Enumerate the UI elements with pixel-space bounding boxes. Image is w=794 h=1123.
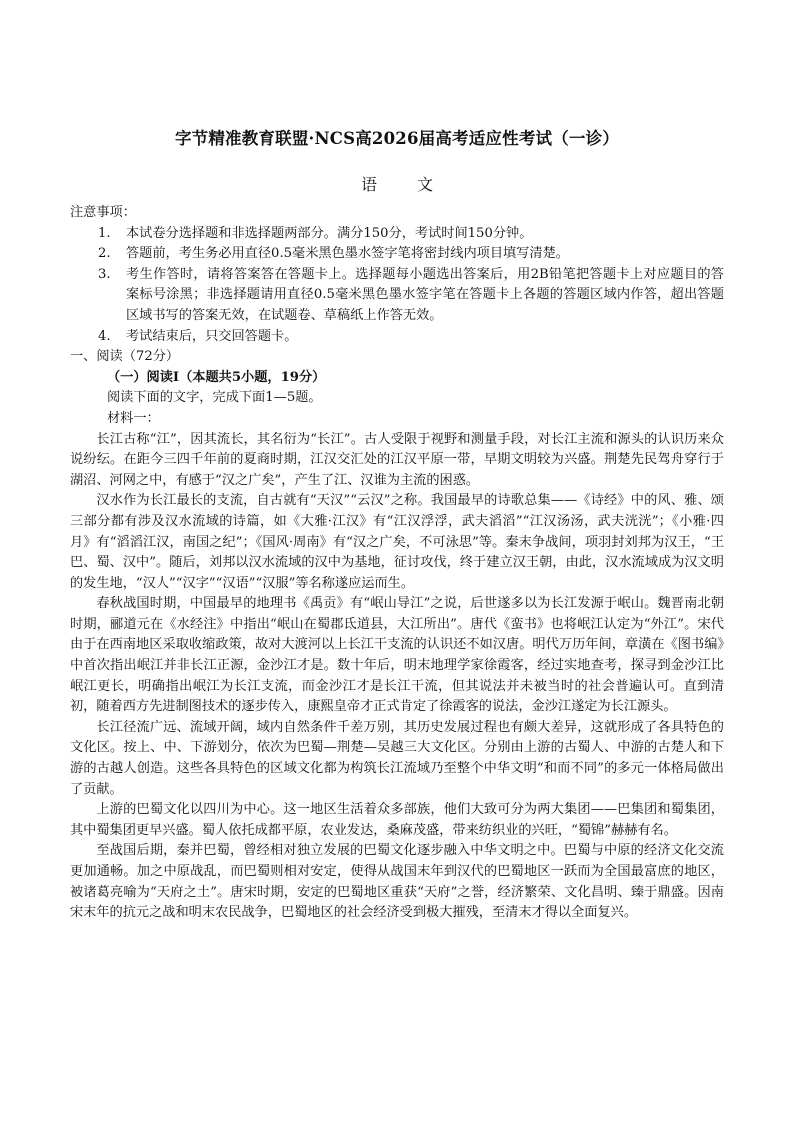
notice-item: [70, 244, 724, 265]
material-paragraph: 至战国后期，秦并巴蜀，曾经相对独立发展的巴蜀文化逐步融入中华文明之中。巴蜀与中原的经济文化交流更加通畅。加之中原战乱，而巴蜀则相对安定，使得从战国末年到汉代的巴蜀地区一跃而为全国最富庶的地区，被诸葛亮喻为“天府之土”。唐宋时期，安定的巴蜀地区重获“天府”之誉，经济繁荣、文化昌明、臻于鼎盛。因南宋末年的抗元之战和明末农民战争，巴蜀地区的社会经济受到极大摧残，至清末才得以全面复兴。: [70, 843, 724, 921]
material-paragraph: 上游的巴蜀文化以四川为中心。这一地区生活着众多部族，他们大致可分为两大集团——巴集团和蜀集团，其中蜀集团更早兴盛。蜀人依托成都平原，农业发达，桑麻茂盛，带来纺织业的兴旺，“蜀锦”赫赫有名。: [70, 802, 724, 838]
notice-item-text: 本试卷分选择题和非选择题两部分。满分150分，考试时间150分钟。: [126, 225, 533, 241]
notice-heading: 注意事项：: [70, 205, 136, 220]
notice-item-text: 考生作答时，请将答案答在答题卡上。选择题每小题选出答案后，用2B铅笔把答题卡上对应题目的答案标号涂黑；非选择题请用直径0.5毫米黑色墨水签字笔在答题卡上各题的答题区域内作答，超出答题区域书写的答案无效，在试题卷、草稿纸上作答无效。: [126, 266, 724, 323]
material-paragraph: 长江径流广远、流域开阔，域内自然条件千差万别，其历史发展过程也有颇大差异，这就形成了各具特色的文化区。按上、中、下游划分，依次为巴蜀—荆楚—吴越三大文化区。分别由上游的古蜀人、中游的古楚人和下游的古越人创造。这些各具特色的区域文化都为构筑长江流域乃至整个中华文明“和而不同”的多元一体格局做出了贡献。: [70, 719, 724, 797]
exam-title: 字节精准教育联盟·NCS高2026届高考适应性考试（一诊）: [174, 129, 620, 148]
notice-item-text: 答题前，考生务必用直径0.5毫米黑色墨水签字笔将密封线内项目填写清楚。: [126, 246, 569, 262]
notice-item: [70, 327, 724, 348]
subject-title: 语文: [360, 175, 473, 194]
reading-instruction: 阅读下面的文字，完成下面1—5题。: [107, 390, 322, 406]
subsection-heading: （一）阅读Ⅰ（本题共5小题，19分）: [107, 369, 326, 385]
notice-item-text: 考试结束后，只交回答题卡。: [126, 328, 298, 344]
material-paragraph: 长江古称“江”，因其流长，其名衍为“长江”。古人受限于视野和测量手段，对长江主流和源头的认识历来众说纷纭。在距今三四千年前的夏商时期，江汉交汇处的江汉平原一带，早期文明较为兴盛。荆楚先民驾舟穿行于湖沼、河网之中，有感于“汉之广矣”，产生了江、汉谁为主流的困惑。: [70, 431, 724, 488]
section-heading: 一、阅读（72分）: [70, 349, 180, 365]
notice-item: [70, 224, 724, 245]
notice-item: [70, 265, 724, 327]
notice-list: [70, 224, 724, 348]
notice-item-number: 1.: [98, 225, 111, 241]
material-paragraph: 春秋战国时期，中国最早的地理书《禹贡》有“岷山导江”之说，后世遂多以为长江发源于岷山。魏晋南北朝时期，郦道元在《水经注》中指出“岷山在蜀郡氐道县，大江所出”。唐代《蛮书》也将岷江认定为“外江”。宋代由于在西南地区采取收缩政策，故对大渡河以上长江干支流的认识还不如汉唐。明代万历年间，章潢在《图书编》中首次指出岷江并非长江正源，金沙江才是。数十年后，明末地理学家徐霞客，经过实地查考，探寻到金沙江比岷江更长，明确指出岷江为长江支流，而金沙江才是长江干流，但其说法并未被当时的社会普遍认可。直到清初，随着西方先进制图技术的逐步传入，康熙皇帝才正式肯定了徐霞客的说法，金沙江遂定为长江源头。: [70, 596, 724, 715]
material-paragraph: 汉水作为长江最长的支流，自古就有“天汉”“云汉”之称。我国最早的诗歌总集——《诗经》中的风、雅、颂三部分都有涉及汉水流域的诗篇，如《大雅·江汉》有“江汉浮浮，武夫滔滔”“江汉汤汤，武夫洸洸”；《小雅·四月》有“滔滔江汉，南国之纪”；《国风·周南》有“汉之广矣，不可泳思”等。秦末争战间，项羽封刘邦为汉王，“王巴、蜀、汉中”。随后，刘邦以汉水流域的汉中为基地，征讨攻伐，终于建立汉王朝，由此，汉水流域成为汉文明的发生地，“汉人”“汉字”“汉语”“汉服”等名称遂应运而生。: [70, 493, 724, 591]
notice-item-number: 4.: [98, 328, 111, 344]
exam-body: [70, 203, 724, 924]
material-label: 材料一：: [107, 410, 160, 426]
notice-item-number: 3.: [98, 266, 111, 282]
notice-item-number: 2.: [98, 246, 111, 262]
